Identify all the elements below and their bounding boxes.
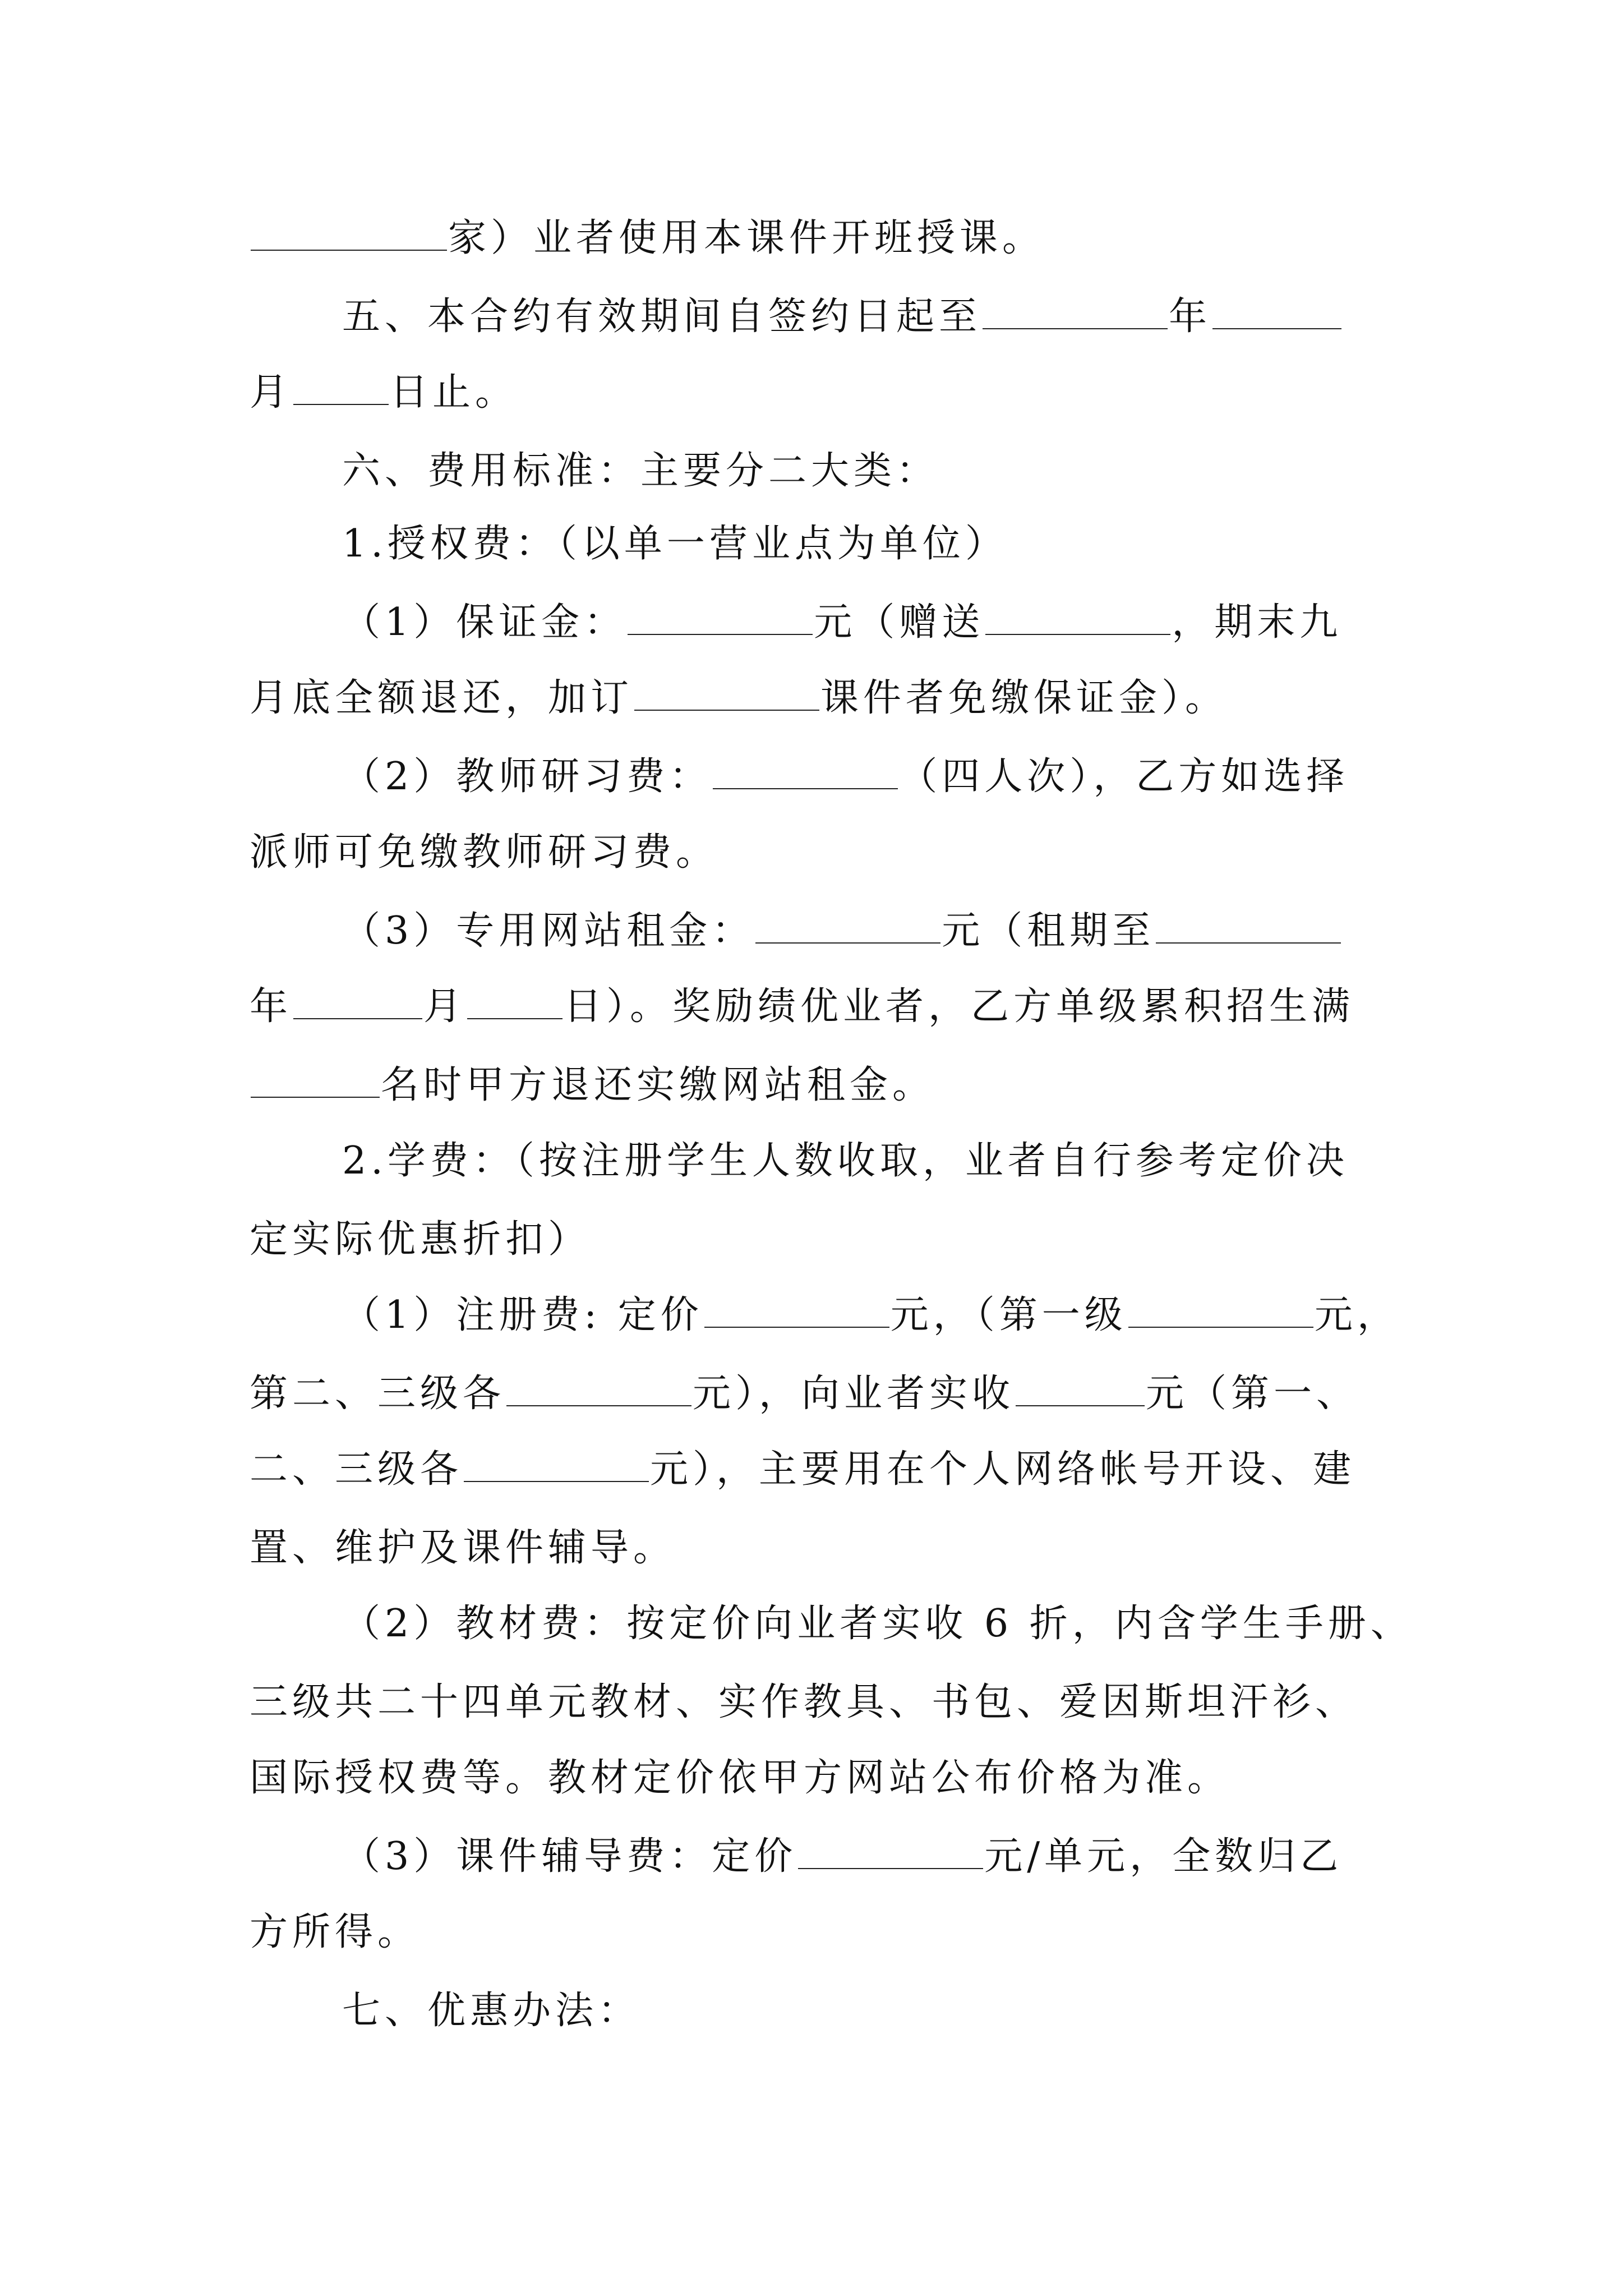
text-segment: 元， xyxy=(1314,1293,1400,1337)
fill-in-blank xyxy=(628,601,813,635)
fill-in-blank xyxy=(464,1448,649,1482)
text-segment: （1）保证金： xyxy=(342,600,627,645)
fill-in-blank xyxy=(798,1835,983,1869)
text-segment: 元（第一、 xyxy=(1146,1372,1359,1416)
fill-in-blank xyxy=(713,756,898,789)
text-segment: 六、费用标准：主要分二大类： xyxy=(342,449,939,493)
fill-in-blank xyxy=(985,601,1170,635)
fill-in-blank xyxy=(983,296,1168,329)
text-segment: 元/单元，全数归乙 xyxy=(984,1834,1343,1879)
fill-in-blank xyxy=(704,1294,889,1328)
text-line xyxy=(342,906,1342,956)
fill-in-blank xyxy=(293,371,389,405)
text-segment: 名时甲方退还实缴网站租金。 xyxy=(381,1063,935,1107)
fill-in-blank xyxy=(1016,1373,1145,1406)
text-line xyxy=(342,1832,1343,1882)
text-segment: 元），向业者实收 xyxy=(693,1372,1015,1416)
text-line xyxy=(250,367,518,418)
text-line xyxy=(342,597,1342,648)
text-segment: 定实际优惠折扣） xyxy=(250,1217,591,1262)
text-line xyxy=(250,827,718,878)
text-line xyxy=(342,1986,640,2036)
text-line xyxy=(342,519,1008,569)
text-segment: 二、三级各 xyxy=(250,1447,463,1492)
text-line xyxy=(250,213,1045,264)
text-segment: （3）专用网站租金： xyxy=(342,909,755,953)
fill-in-blank xyxy=(467,986,562,1019)
text-segment: 2.学费：（按注册学生人数收取，业者自行参考定价决 xyxy=(342,1139,1349,1183)
fill-in-blank xyxy=(1212,296,1341,329)
text-segment: （2）教材费：按定价向业者实收 6 折，内含学生手册、 xyxy=(342,1602,1413,1646)
fill-in-blank xyxy=(1128,1294,1313,1328)
text-segment: 月底全额退还，加订 xyxy=(250,676,634,720)
fill-in-blank xyxy=(251,1064,380,1098)
text-segment: 年 xyxy=(1169,295,1212,339)
text-segment: 家）业者使用本课件开班授课。 xyxy=(448,216,1045,260)
fill-in-blank xyxy=(293,986,422,1019)
text-line xyxy=(342,1599,1413,1649)
text-segment: 1.授权费：（以单一营业点为单位） xyxy=(342,522,1008,566)
fill-in-blank xyxy=(251,217,447,251)
text-segment: 三级共二十四单元教材、实作教具、书包、爱因斯坦汗衫、 xyxy=(250,1680,1358,1724)
text-segment: （2）教师研习费： xyxy=(342,754,712,799)
text-segment: 五、本合约有效期间自签约日起至 xyxy=(342,295,982,339)
text-segment: 国际授权费等。教材定价依甲方网站公布价格为准。 xyxy=(250,1756,1230,1800)
text-line xyxy=(342,1290,1400,1341)
text-segment: 第二、三级各 xyxy=(250,1372,506,1416)
text-segment: （1）注册费: 定价 xyxy=(342,1293,703,1337)
fill-in-blank xyxy=(755,910,940,944)
text-segment: 课件者免缴保证金）。 xyxy=(820,676,1228,720)
text-segment: 日止。 xyxy=(390,370,518,415)
text-line xyxy=(250,1444,1355,1495)
text-segment: 元（租期至 xyxy=(942,909,1155,953)
text-segment: （四人次），乙方如选择 xyxy=(899,754,1349,799)
text-segment: 七、优惠办法： xyxy=(342,1989,641,2033)
text-line xyxy=(250,1060,935,1111)
text-segment: 日）。奖励绩优业者，乙方单级累积招生满 xyxy=(564,984,1355,1029)
fill-in-blank xyxy=(634,677,819,711)
text-segment: 元（赠送 xyxy=(814,600,985,645)
text-line xyxy=(250,1369,1359,1419)
text-line xyxy=(342,446,939,496)
text-line xyxy=(342,292,1343,342)
text-segment: 方所得。 xyxy=(250,1910,421,1954)
text-line xyxy=(250,1677,1358,1728)
text-line xyxy=(342,1136,1349,1186)
text-segment: 月 xyxy=(423,984,467,1029)
text-segment: 元，（第一级 xyxy=(890,1293,1127,1337)
text-line xyxy=(250,1214,591,1265)
text-segment: （3）课件辅导费：定价 xyxy=(342,1834,797,1879)
text-segment: 月 xyxy=(250,370,293,415)
text-line xyxy=(250,1523,676,1573)
text-segment: ，期末九 xyxy=(1172,600,1343,645)
text-line xyxy=(342,752,1349,802)
text-line xyxy=(250,673,1228,724)
fill-in-blank xyxy=(506,1373,691,1406)
text-line xyxy=(250,982,1354,1032)
text-segment: 年 xyxy=(250,984,293,1029)
text-segment: 置、维护及课件辅导。 xyxy=(250,1526,676,1570)
text-segment: 派师可免缴教师研习费。 xyxy=(250,830,719,875)
text-segment: 元），主要用在个人网络帐号开设、建 xyxy=(650,1447,1356,1492)
fill-in-blank xyxy=(1156,910,1341,944)
text-line xyxy=(250,1753,1230,1803)
text-line xyxy=(250,1907,420,1958)
